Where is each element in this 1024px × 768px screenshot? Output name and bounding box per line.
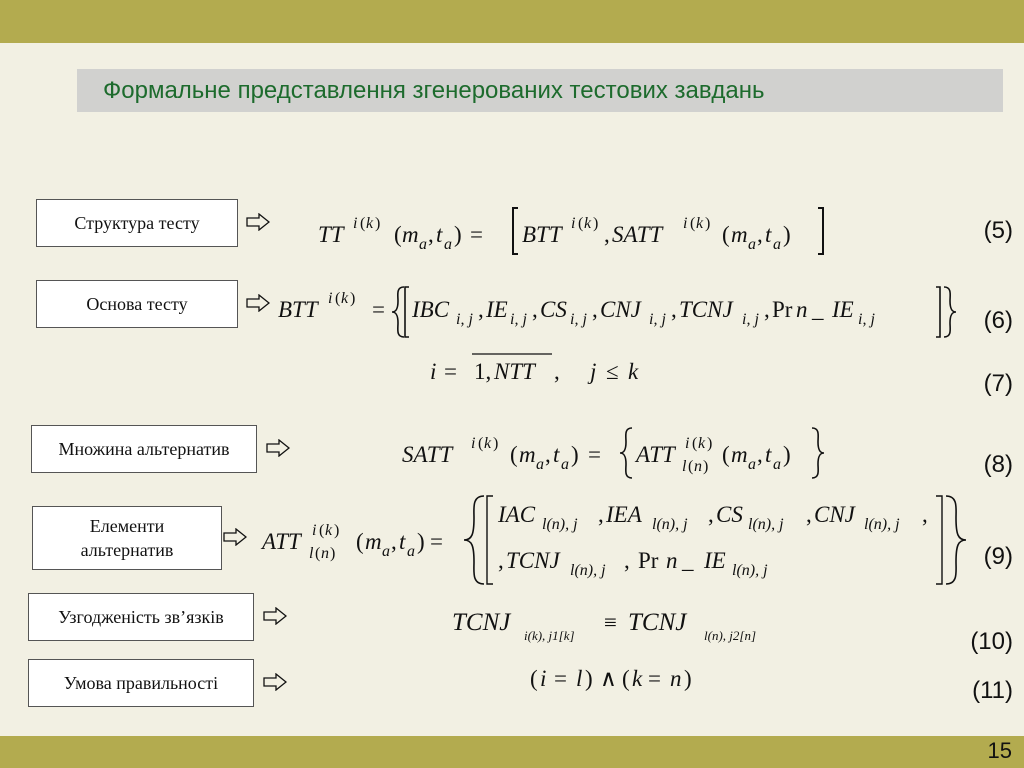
svg-text:(: ( [690, 215, 696, 232]
svg-text:k: k [628, 359, 639, 384]
svg-text:(: ( [722, 442, 730, 467]
svg-text:IE: IE [832, 297, 854, 322]
svg-text:): ) [684, 666, 692, 691]
svg-text:(: ( [394, 222, 402, 247]
svg-text:i, j: i, j [858, 311, 875, 328]
formula-7 [430, 346, 670, 390]
svg-text:Pr: Pr [772, 297, 793, 322]
label-alternatives-set: Множина альтернатив [31, 425, 257, 473]
svg-text:,: , [554, 359, 560, 384]
formula-11 [530, 660, 710, 696]
svg-text:=: = [372, 297, 385, 322]
arrow-right-icon [266, 439, 290, 457]
svg-text:k: k [341, 290, 349, 307]
svg-text:BTT: BTT [522, 222, 562, 247]
svg-text:i: i [353, 215, 358, 232]
svg-text:a: a [561, 456, 569, 473]
formula-9 [262, 494, 967, 589]
svg-text:m: m [519, 442, 536, 467]
label-alternative-elements [32, 506, 222, 570]
svg-text:i, j: i, j [649, 311, 666, 328]
svg-text:n: n [321, 545, 329, 562]
svg-text:): ) [703, 458, 709, 475]
svg-text:(: ( [622, 666, 630, 691]
svg-text:a: a [444, 236, 452, 253]
svg-text:,: , [922, 502, 928, 527]
svg-text:i, j: i, j [510, 311, 527, 328]
svg-text:IE: IE [704, 548, 726, 573]
svg-text:CNJ: CNJ [814, 502, 855, 527]
svg-text:,: , [428, 222, 434, 247]
svg-text:i: i [471, 435, 476, 452]
svg-text:(: ( [510, 442, 518, 467]
svg-text:TT: TT [318, 222, 344, 247]
svg-text:m: m [731, 222, 748, 247]
svg-text:,: , [757, 442, 763, 467]
svg-text:l(n), j: l(n), j [732, 562, 768, 579]
bottom-band [0, 736, 1024, 768]
arrow-right-icon [263, 673, 287, 691]
svg-text:): ) [417, 529, 425, 554]
svg-text:(: ( [688, 458, 694, 475]
svg-text:): ) [454, 222, 462, 247]
svg-text:IBC: IBC [412, 297, 450, 322]
arrow-right-icon [263, 607, 287, 625]
svg-text:t: t [765, 442, 772, 467]
svg-text:a: a [382, 543, 390, 560]
equation-number-10: (10) [970, 628, 1013, 655]
svg-text:i: i [328, 290, 333, 307]
svg-text:∧: ∧ [600, 666, 617, 691]
svg-text:n: n [694, 458, 702, 475]
svg-text:TCNJ: TCNJ [452, 609, 511, 636]
svg-text:,: , [391, 529, 397, 554]
svg-text:n: n [670, 666, 682, 691]
svg-text:1,: 1, [474, 359, 492, 384]
svg-text:t: t [765, 222, 772, 247]
svg-text:): ) [375, 215, 381, 232]
svg-text:i: i [683, 215, 688, 232]
svg-text:i: i [312, 522, 317, 539]
svg-text:CS: CS [540, 297, 567, 322]
svg-text:i: i [540, 666, 547, 691]
svg-text:IE: IE [486, 297, 508, 322]
arrow-right-icon [246, 294, 270, 312]
svg-text:a: a [773, 236, 781, 253]
svg-text:l: l [576, 666, 583, 691]
svg-text:): ) [705, 215, 711, 232]
svg-text:,: , [498, 548, 504, 573]
svg-text:NTT: NTT [494, 359, 535, 384]
label-structure: Структура тесту [36, 199, 238, 247]
svg-text:k: k [325, 522, 333, 539]
equation-number-6: (6) [983, 307, 1013, 334]
svg-text:SATT: SATT [612, 222, 663, 247]
svg-text:a: a [536, 456, 544, 473]
svg-text:,: , [764, 297, 770, 322]
label-link-consistency: Узгодженість зв’язків [28, 593, 254, 641]
svg-text:k: k [696, 215, 704, 232]
svg-text:a: a [748, 236, 756, 253]
svg-text:(: ( [530, 666, 538, 691]
label-alternative-elements-line2: альтернатив [80, 540, 174, 560]
svg-text:): ) [350, 290, 356, 307]
svg-text:=: = [588, 442, 601, 467]
equation-number-11: (11) [972, 677, 1013, 704]
equation-number-9: (9) [983, 543, 1013, 570]
svg-text:BTT: BTT [278, 297, 318, 322]
equation-number-8: (8) [983, 451, 1013, 478]
svg-text:TCNJ: TCNJ [679, 297, 733, 322]
svg-text:j: j [590, 359, 597, 384]
svg-text:,: , [598, 502, 604, 527]
svg-text:=: = [648, 666, 661, 691]
svg-text:(: ( [335, 290, 341, 307]
svg-text:): ) [334, 522, 340, 539]
svg-text:i, j: i, j [456, 311, 473, 328]
svg-text:l: l [682, 458, 687, 475]
svg-text:i: i [685, 435, 690, 452]
svg-text:(: ( [722, 222, 730, 247]
equation-number-5: (5) [983, 217, 1013, 244]
svg-text:l(n), j: l(n), j [570, 562, 606, 579]
svg-text:l(n), j: l(n), j [748, 516, 784, 533]
formula-10 [452, 600, 792, 646]
svg-text:a: a [773, 456, 781, 473]
svg-text:): ) [571, 442, 579, 467]
svg-text:): ) [330, 545, 336, 562]
page-number: 15 [987, 738, 1012, 763]
svg-text:k: k [698, 435, 706, 452]
svg-text:TCNJ: TCNJ [628, 609, 687, 636]
svg-text:l(n), j: l(n), j [652, 516, 688, 533]
svg-text:k: k [484, 435, 492, 452]
svg-text:IEA: IEA [606, 502, 642, 527]
label-correctness-condition: Умова правильності [28, 659, 254, 707]
formula-8 [402, 424, 832, 484]
svg-text:=: = [470, 222, 483, 247]
svg-text:k: k [584, 215, 592, 232]
svg-text:l: l [309, 545, 314, 562]
svg-text:): ) [783, 222, 791, 247]
svg-text:l(n), j2[n]: l(n), j2[n] [704, 628, 756, 643]
svg-text:n: n [796, 297, 808, 322]
svg-text:t: t [399, 529, 406, 554]
svg-text:m: m [365, 529, 382, 554]
svg-text:Pr: Pr [638, 548, 659, 573]
svg-text:t: t [553, 442, 560, 467]
svg-text:l(n), j: l(n), j [864, 516, 900, 533]
svg-text:,: , [806, 502, 812, 527]
formula-5 [318, 200, 838, 260]
svg-text:_: _ [682, 548, 694, 573]
svg-text:(: ( [692, 435, 698, 452]
svg-text:,: , [545, 442, 551, 467]
svg-text:k: k [632, 666, 643, 691]
svg-text:CS: CS [716, 502, 743, 527]
svg-text:(: ( [356, 529, 364, 554]
formula-6 [278, 283, 968, 343]
svg-text:(: ( [319, 522, 325, 539]
slide-title: Формальне представлення згенерованих тестових завдань [77, 69, 1003, 112]
svg-text:TCNJ: TCNJ [506, 548, 560, 573]
svg-text:_: _ [812, 297, 824, 322]
svg-text:,: , [532, 297, 538, 322]
svg-text:n: n [666, 548, 678, 573]
arrow-right-icon [246, 213, 270, 231]
svg-text:i: i [430, 359, 437, 384]
svg-text:m: m [731, 442, 748, 467]
svg-text:,: , [708, 502, 714, 527]
svg-text:): ) [585, 666, 593, 691]
svg-text:(: ( [360, 215, 366, 232]
svg-text:a: a [419, 236, 427, 253]
svg-text:,: , [624, 548, 630, 573]
svg-text:t: t [436, 222, 443, 247]
svg-text:≤: ≤ [606, 359, 619, 384]
svg-text:): ) [783, 442, 791, 467]
svg-text:): ) [593, 215, 599, 232]
equation-number-7: (7) [983, 370, 1013, 397]
svg-text:≡: ≡ [604, 610, 617, 635]
svg-text:,: , [478, 297, 484, 322]
svg-text:SATT: SATT [402, 442, 453, 467]
svg-text:a: a [748, 456, 756, 473]
svg-text:): ) [493, 435, 499, 452]
svg-text:=: = [430, 529, 443, 554]
svg-text:=: = [554, 666, 567, 691]
svg-text:(: ( [578, 215, 584, 232]
svg-text:(: ( [478, 435, 484, 452]
top-band [0, 0, 1024, 43]
svg-text:=: = [444, 359, 457, 384]
svg-text:i, j: i, j [570, 311, 587, 328]
svg-text:i, j: i, j [742, 311, 759, 328]
svg-text:(: ( [315, 545, 321, 562]
svg-text:a: a [407, 543, 415, 560]
svg-text:,: , [757, 222, 763, 247]
label-basis: Основа тесту [36, 280, 238, 328]
svg-text:i(k), j1[k]: i(k), j1[k] [524, 628, 575, 643]
svg-text:k: k [366, 215, 374, 232]
svg-text:): ) [707, 435, 713, 452]
svg-text:i: i [571, 215, 576, 232]
svg-text:CNJ: CNJ [600, 297, 641, 322]
svg-text:,: , [592, 297, 598, 322]
svg-text:,: , [671, 297, 677, 322]
svg-text:m: m [402, 222, 419, 247]
svg-text:,: , [604, 222, 610, 247]
arrow-right-icon [223, 528, 247, 546]
svg-text:l(n), j: l(n), j [542, 516, 578, 533]
svg-text:IAC: IAC [498, 502, 536, 527]
label-alternative-elements-line1: Елементи [89, 515, 165, 536]
svg-text:ATT: ATT [262, 529, 301, 554]
svg-text:ATT: ATT [636, 442, 675, 467]
